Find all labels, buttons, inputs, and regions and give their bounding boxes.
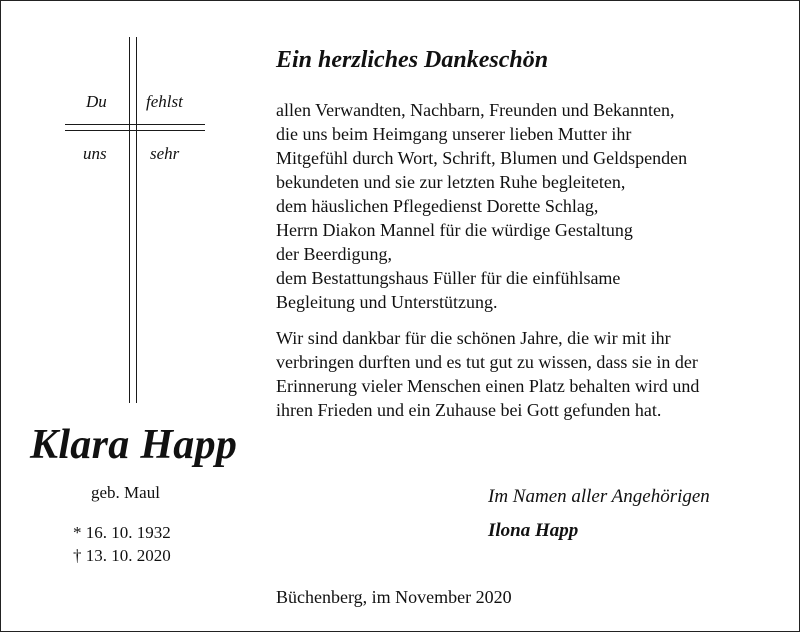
place-date: Büchenberg, im November 2020 (276, 587, 512, 607)
text-line: die uns beim Heimgang unserer lieben Mutter ihr (276, 124, 632, 144)
signature-name: Ilona Happ (488, 520, 579, 541)
text-line: verbringen durften und es tut gut zu wissen, dass sie in der (276, 352, 698, 372)
text-line: bekundeten und sie zur letzten Ruhe begleiteten, (276, 172, 626, 192)
text-line: Erinnerung vieler Menschen einen Platz behalten wird und (276, 376, 700, 396)
cross-word-du: Du (86, 92, 107, 111)
text-line: der Beerdigung, (276, 244, 392, 264)
text-line: Mitgefühl durch Wort, Schrift, Blumen und Geldspenden (276, 148, 688, 168)
text-line: ihren Frieden und ein Zuhause bei Gott gefunden hat. (276, 400, 662, 420)
text-line: allen Verwandten, Nachbarn, Freunden und Bekannten, (276, 100, 675, 120)
gratitude-paragraph (276, 326, 699, 422)
heading: Ein herzliches Dankeschön (276, 47, 549, 73)
death-date: † 13. 10. 2020 (73, 546, 171, 565)
cross-word-uns: uns (83, 144, 107, 163)
text-line: Wir sind dankbar für die schönen Jahre, die wir mit ihr (276, 328, 671, 348)
text-line: dem Bestattungshaus Füller für die einfühlsame (276, 268, 621, 288)
cross-word-fehlst: fehlst (146, 92, 183, 111)
text-line: Begleitung und Unterstützung. (276, 292, 498, 312)
maiden-name: geb. Maul (91, 483, 160, 502)
text-line: Herrn Diakon Mannel für die würdige Gestaltung (276, 220, 633, 240)
cross-word-sehr: sehr (150, 144, 180, 163)
text-line: dem häuslichen Pflegedienst Dorette Schlag, (276, 196, 599, 216)
signature-line: Im Namen aller Angehörigen (488, 486, 710, 507)
thanks-paragraph (276, 98, 687, 314)
birth-date: * 16. 10. 1932 (73, 523, 171, 542)
deceased-name: Klara Happ (30, 422, 238, 468)
